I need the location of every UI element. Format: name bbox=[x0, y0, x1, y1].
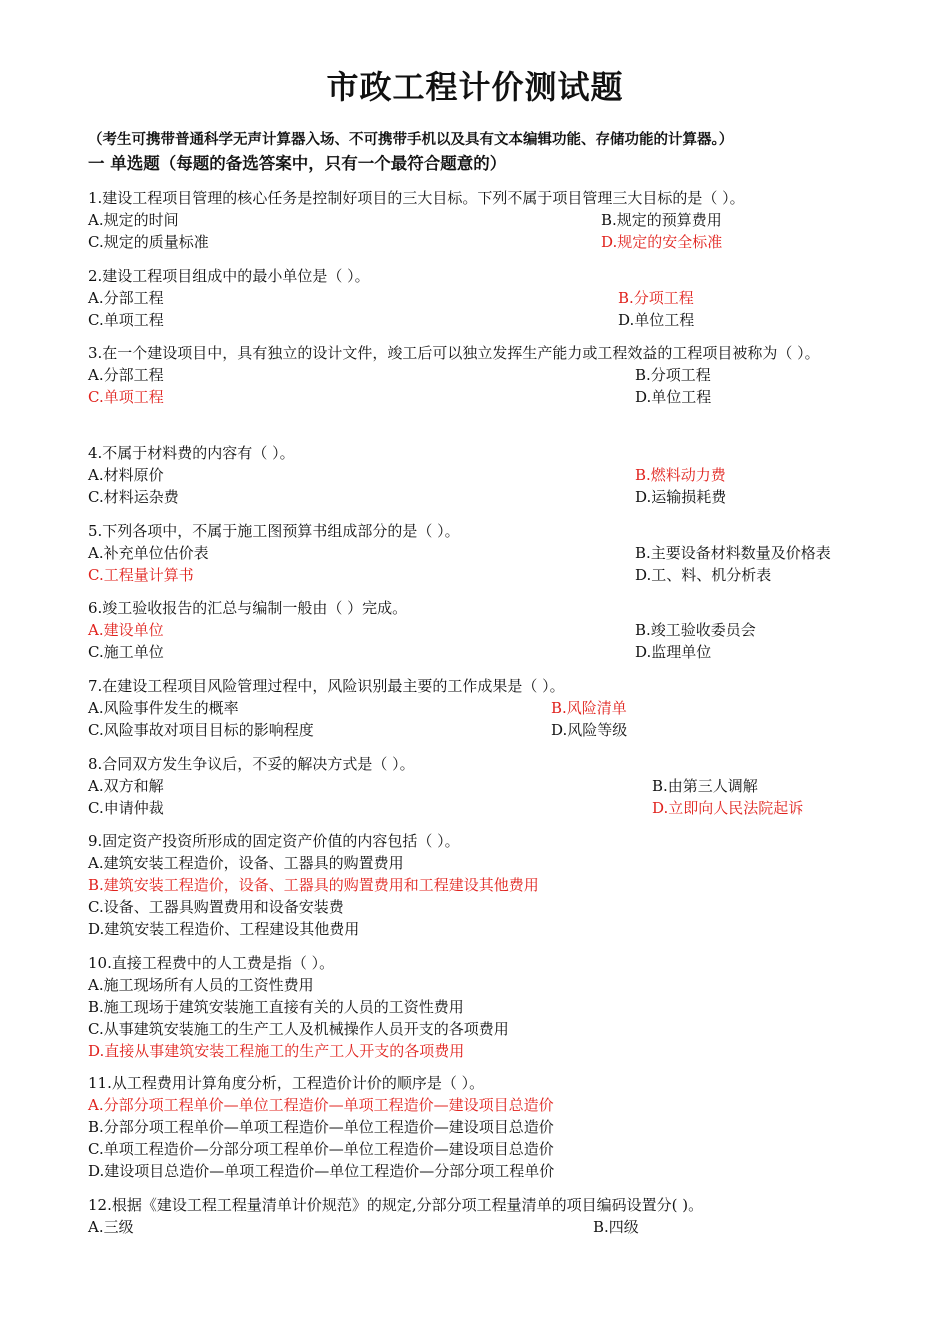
option-d: D.单位工程 bbox=[635, 388, 712, 406]
question-7 bbox=[88, 675, 888, 741]
option-d: D.单位工程 bbox=[618, 311, 695, 329]
question-stem: 8.合同双方发生争议后，不妥的解决方式是（ ）。 bbox=[88, 755, 415, 773]
option-row bbox=[88, 231, 888, 253]
question-3 bbox=[88, 342, 888, 408]
option-row bbox=[88, 1216, 888, 1238]
question-stem: 12.根据《建设工程工程量清单计价规范》的规定,分部分项工程量清单的项目编码设置分( )。 bbox=[88, 1196, 704, 1214]
option-row bbox=[88, 209, 888, 231]
option-d: D.运输损耗费 bbox=[635, 488, 727, 506]
question-stem: 10.直接工程费中的人工费是指（ ）。 bbox=[88, 954, 335, 972]
question-stem: 4.不属于材料费的内容有（ ）。 bbox=[88, 444, 295, 462]
option-row bbox=[88, 287, 888, 309]
option-d-answer: D.直接从事建筑安装工程施工的生产工人开支的各项费用 bbox=[88, 1042, 465, 1060]
question-stem: 3.在一个建设项目中，具有独立的设计文件，竣工后可以独立发挥生产能力或工程效益的工程项目被称为（ ）。 bbox=[88, 344, 820, 362]
question-4 bbox=[88, 442, 888, 508]
question-6 bbox=[88, 597, 888, 663]
option-c: C.单项工程 bbox=[88, 311, 164, 329]
option-c: C.申请仲裁 bbox=[88, 799, 164, 817]
option-row bbox=[88, 542, 888, 564]
option-b: B.分项工程 bbox=[635, 366, 711, 384]
option-c: C.从事建筑安装施工的生产工人及机械操作人员开支的各项费用 bbox=[88, 1020, 509, 1038]
option-b: B.主要设备材料数量及价格表 bbox=[635, 544, 831, 562]
option-b: B.分部分项工程单价—单项工程造价—单位工程造价—建设项目总造价 bbox=[88, 1118, 554, 1136]
page-title: 市政工程计价测试题 bbox=[326, 68, 624, 106]
option-a: A.规定的时间 bbox=[88, 211, 179, 229]
option-row bbox=[88, 564, 888, 586]
option-b-answer: B.建筑安装工程造价，设备、工器具的购置费用和工程建设其他费用 bbox=[88, 876, 539, 894]
option-d-answer: D.立即向人民法院起诉 bbox=[652, 799, 804, 817]
option-b-answer: B.燃料动力费 bbox=[635, 466, 726, 484]
option-c: C.单项工程造价—分部分项工程单价—单位工程造价—建设项目总造价 bbox=[88, 1140, 554, 1158]
option-d: D.监理单位 bbox=[635, 643, 712, 661]
question-stem: 1.建设工程项目管理的核心任务是控制好项目的三大目标。下列不属于项目管理三大目标的是（ ）。 bbox=[88, 189, 745, 207]
question-stem: 7.在建设工程项目风险管理过程中，风险识别最主要的工作成果是（ ）。 bbox=[88, 677, 565, 695]
option-c-answer: C.工程量计算书 bbox=[88, 566, 194, 584]
option-row bbox=[88, 719, 888, 741]
option-a: A.施工现场所有人员的工资性费用 bbox=[88, 976, 314, 994]
option-b-answer: B.风险清单 bbox=[551, 699, 627, 717]
exam-note: （考生可携带普通科学无声计算器入场、不可携带手机以及具有文本编辑功能、存储功能的计算器。） bbox=[88, 132, 734, 148]
option-a-answer: A.建设单位 bbox=[88, 621, 164, 639]
option-row bbox=[88, 775, 888, 797]
option-row bbox=[88, 641, 888, 663]
option-row bbox=[88, 619, 888, 641]
question-stem: 5.下列各项中，不属于施工图预算书组成部分的是（ ）。 bbox=[88, 522, 460, 540]
question-stem: 6.竣工验收报告的汇总与编制一般由（ ）完成。 bbox=[88, 599, 408, 617]
option-a: A.建筑安装工程造价，设备、工器具的购置费用 bbox=[88, 854, 404, 872]
question-stem: 11.从工程费用计算角度分析，工程造价计价的顺序是（ ）。 bbox=[88, 1074, 485, 1092]
option-row bbox=[88, 486, 888, 508]
question-11 bbox=[88, 1072, 888, 1182]
option-row bbox=[88, 464, 888, 486]
option-row bbox=[88, 797, 888, 819]
option-b: B.施工现场于建筑安装施工直接有关的人员的工资性费用 bbox=[88, 998, 464, 1016]
option-d: D.建设项目总造价—单项工程造价—单位工程造价—分部分项工程单价 bbox=[88, 1162, 555, 1180]
question-8 bbox=[88, 753, 888, 819]
option-b: B.竣工验收委员会 bbox=[635, 621, 756, 639]
question-9 bbox=[88, 830, 888, 940]
question-1 bbox=[88, 187, 888, 253]
option-c: C.风险事故对项目目标的影响程度 bbox=[88, 721, 314, 739]
option-c: C.设备、工器具购置费用和设备安装费 bbox=[88, 898, 344, 916]
option-row bbox=[88, 386, 888, 408]
option-a: A.材料原价 bbox=[88, 466, 164, 484]
question-5 bbox=[88, 520, 888, 586]
question-2 bbox=[88, 265, 888, 331]
option-row bbox=[88, 697, 888, 719]
option-b: B.四级 bbox=[593, 1218, 639, 1236]
option-b: B.由第三人调解 bbox=[652, 777, 758, 795]
option-d-answer: D.规定的安全标准 bbox=[601, 233, 723, 251]
option-b: B.规定的预算费用 bbox=[601, 211, 722, 229]
option-b-answer: B.分项工程 bbox=[618, 289, 694, 307]
option-d: D.建筑安装工程造价、工程建设其他费用 bbox=[88, 920, 360, 938]
option-c: C.施工单位 bbox=[88, 643, 164, 661]
question-stem: 2.建设工程项目组成中的最小单位是（ ）。 bbox=[88, 267, 370, 285]
option-c: C.材料运杂费 bbox=[88, 488, 179, 506]
question-12 bbox=[88, 1194, 888, 1238]
option-a: A.补充单位估价表 bbox=[88, 544, 209, 562]
option-d: D.风险等级 bbox=[551, 721, 628, 739]
option-row bbox=[88, 309, 888, 331]
option-a-answer: A.分部分项工程单价—单位工程造价—单项工程造价—建设项目总造价 bbox=[88, 1096, 554, 1114]
option-a: A.三级 bbox=[88, 1218, 134, 1236]
option-a: A.双方和解 bbox=[88, 777, 164, 795]
option-a: A.风险事件发生的概率 bbox=[88, 699, 239, 717]
option-c-answer: C.单项工程 bbox=[88, 388, 164, 406]
question-10 bbox=[88, 952, 888, 1062]
section-heading: 一 单选题（每题的备选答案中，只有一个最符合题意的） bbox=[88, 154, 507, 173]
option-d: D.工、料、机分析表 bbox=[635, 566, 772, 584]
option-a: A.分部工程 bbox=[88, 289, 164, 307]
question-stem: 9.固定资产投资所形成的固定资产价值的内容包括（ ）。 bbox=[88, 832, 460, 850]
option-row bbox=[88, 364, 888, 386]
option-c: C.规定的质量标准 bbox=[88, 233, 209, 251]
option-a: A.分部工程 bbox=[88, 366, 164, 384]
